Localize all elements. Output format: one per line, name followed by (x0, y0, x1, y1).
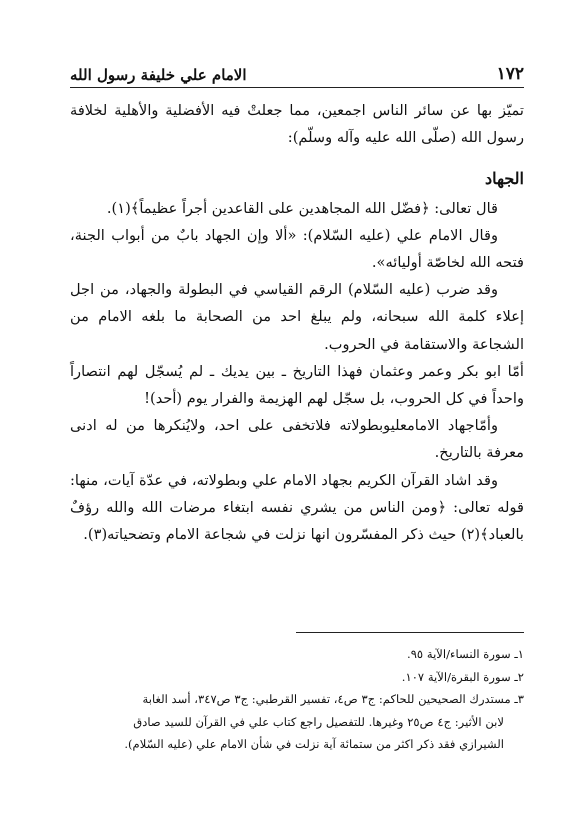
footnote-1: ١ـ سورة النساء/الآية ٩٥. (407, 647, 524, 661)
paragraph-history: أمّا ابو بكر وعمر وعثمان فهذا التاريخ ـ بين يديك ـ لم يُسجّل لهم انتصاراً واحداً في كل الحروب، بل سجّل لهم الهزيمة والفرار يوم (أحد)! (70, 362, 524, 408)
page-number: ١٧٢ (496, 64, 524, 84)
paragraph-quran-verse: قال تعالى: ﴿فضّل الله المجاهدين على القاعدين أجراً عظيماً﴾(١). (106, 199, 498, 217)
main-text (70, 97, 524, 548)
footnote-3-line-2: لابن الأثير: ج٤ ص٢٥ وغيرها. للتفصيل راجع كتاب علي في القرآن للسيد صادق (133, 714, 504, 729)
footnote-3-line-1: ٣ـ مستدرك الصحيحين للحاكم: ج٣ ص٤، تفسير القرطبي: ج٣ ص٣٤٧، أسد الغابة (142, 692, 524, 706)
page-header (70, 60, 524, 88)
section-title: الجهاد (484, 169, 524, 189)
footnotes (70, 643, 524, 756)
paragraph-record: وقد ضرب (عليه السّلام) الرقم القياسي في البطولة والجهاد، من اجل إعلاء كلمة الله سبحانه، ولم يبلغ احد من الصحابة ما بلغه الامام من الشجاعة والاستقامة في الحروب. (70, 281, 524, 353)
running-title: الامام علي خليفة رسول الله (70, 66, 247, 84)
paragraph-imam-quote: وقال الامام علي (عليه السّلام): «ألا وإن الجهاد بابٌ من أبواب الجنة، فتحه الله لخاصّة أوليائه». (70, 226, 524, 272)
paragraph-quran-praise: وقد اشاد القرآن الكريم بجهاد الامام علي وبطولاته، في عدّة آيات، منها: قوله تعالى: ﴿ومن الناس من يشري نفسه ابتغاء مرضات الله والله رؤفٌ بالعباد﴾(٢) حيث ذكر المفسّرون انها نزلت في شجاعة الامام وتضحياته(٣). (70, 471, 524, 544)
footnote-divider (296, 632, 524, 633)
footnote-2: ٢ـ سورة البقرة/الآية ١٠٧. (401, 669, 524, 684)
intro-paragraph: تميّز بها عن سائر الناس اجمعين، مما جعلتْ فيه الأفضلية والأهلية لخلافة رسول الله (صلّى الله عليه وآله وسلّم): (70, 102, 524, 147)
paragraph-bravery: وأمّاجهاد الامامعليوبطولاته فلاتخفى على احد، ولايُنكرها من له ادنى معرفة بالتاريخ. (70, 417, 524, 462)
footnote-3-line-3: الشيرازي فقد ذكر اكثر من ستمائة آية نزلت في شأن الامام علي (عليه السّلام). (124, 737, 504, 751)
